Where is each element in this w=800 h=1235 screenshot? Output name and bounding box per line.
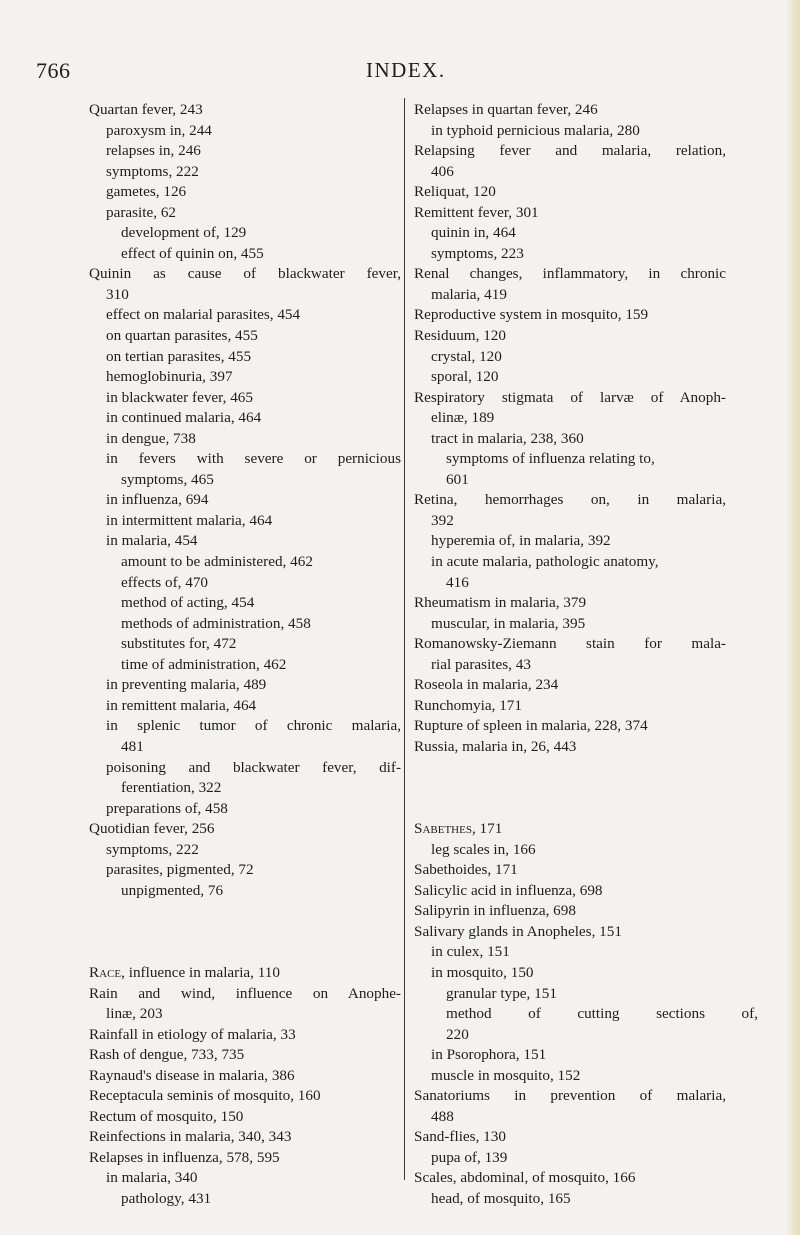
- index-subentry: in remittent malaria, 464: [106, 696, 257, 714]
- index-subentry: poisoning and blackwater fever, dif-: [106, 758, 401, 776]
- index-subentry: in acute malaria, pathologic anatomy,: [431, 553, 659, 571]
- index-subentry: in typhoid pernicious malaria, 280: [431, 121, 640, 139]
- index-column-left: [89, 100, 401, 1210]
- index-subentry: head, of mosquito, 165: [431, 1189, 571, 1207]
- index-subentry: symptoms, 222: [106, 840, 199, 858]
- index-subentry: in fevers with severe or pernicious: [106, 450, 401, 468]
- index-entry: [414, 819, 726, 840]
- index-subentry: in malaria, 340: [106, 1169, 198, 1187]
- page-number: 766: [36, 58, 71, 83]
- index-subentry: 416: [446, 573, 469, 591]
- index-subentry: symptoms of influenza relating to,: [446, 450, 655, 468]
- section-initial-word: Race: [89, 963, 122, 981]
- index-entry: Rupture of spleen in malaria, 228, 374: [414, 717, 648, 735]
- index-entry: Salivary glands in Anopheles, 151: [414, 922, 622, 940]
- index-subentry: symptoms, 223: [431, 244, 524, 262]
- index-entry: Respiratory stigmata of larvæ of Anoph-: [414, 388, 726, 406]
- index-subentry: pupa of, 139: [431, 1148, 508, 1166]
- index-entry: Sanatoriums in prevention of malaria,: [414, 1087, 726, 1105]
- index-subentry: muscular, in malaria, 395: [431, 614, 586, 632]
- index-subentry: linæ, 203: [106, 1005, 163, 1023]
- index-subentry: muscle in mosquito, 152: [431, 1066, 581, 1084]
- index-subentry: methods of administration, 458: [121, 614, 311, 632]
- index-entry: Quotidian fever, 256: [89, 820, 215, 838]
- index-subentry: in Psorophora, 151: [431, 1046, 547, 1064]
- index-entry: Russia, malaria in, 26, 443: [414, 737, 577, 755]
- running-head: INDEX.: [366, 58, 446, 82]
- index-subentry: in blackwater fever, 465: [106, 388, 253, 406]
- section-initial-word: Sabethes: [414, 820, 472, 838]
- index-subentry: 601: [446, 470, 469, 488]
- index-subentry: in continued malaria, 464: [106, 409, 262, 427]
- index-subentry: leg scales in, 166: [431, 840, 536, 858]
- index-entry: Receptacula seminis of mosquito, 160: [89, 1087, 321, 1105]
- index-subentry: parasites, pigmented, 72: [106, 861, 254, 879]
- index-subentry: unpigmented, 76: [121, 881, 224, 899]
- index-subentry: hemoglobinuria, 397: [106, 368, 233, 386]
- index-entry: Raynaud's disease in malaria, 386: [89, 1066, 295, 1084]
- index-subentry: method of cutting sections of,: [446, 1005, 758, 1023]
- index-subentry: in influenza, 694: [106, 491, 209, 509]
- index-subentry: sporal, 120: [431, 368, 499, 386]
- index-subentry: on quartan parasites, 455: [106, 327, 258, 345]
- entry-text: , 171: [471, 820, 503, 838]
- index-subentry: effect of quinin on, 455: [121, 244, 264, 262]
- index-entry: Runchomyia, 171: [414, 696, 522, 714]
- index-column-right: [414, 100, 758, 1210]
- index-subentry: 220: [446, 1025, 469, 1043]
- index-entry: Salipyrin in influenza, 698: [414, 902, 576, 920]
- index-subentry: in malaria, 454: [106, 532, 198, 550]
- index-entry: Quinin as cause of blackwater fever,: [89, 265, 401, 283]
- index-entry: Scales, abdominal, of mosquito, 166: [414, 1169, 636, 1187]
- index-entry: Reproductive system in mosquito, 159: [414, 306, 649, 324]
- index-subentry: elinæ, 189: [431, 409, 495, 427]
- index-subentry: hyperemia of, in malaria, 392: [431, 532, 611, 550]
- index-subentry: crystal, 120: [431, 347, 502, 365]
- index-subentry: preparations of, 458: [106, 799, 228, 817]
- index-entry: Quartan fever, 243: [89, 101, 203, 118]
- index-entry: Roseola in malaria, 234: [414, 676, 559, 694]
- entry-text: , influence in malaria, 110: [121, 963, 280, 981]
- index-subentry: in dengue, 738: [106, 429, 196, 447]
- index-subentry: relapses in, 246: [106, 142, 201, 160]
- index-entry: Reinfections in malaria, 340, 343: [89, 1128, 292, 1146]
- index-subentry: effect on malarial parasites, 454: [106, 306, 301, 324]
- index-subentry: symptoms, 465: [121, 470, 214, 488]
- section-gap: [414, 758, 726, 820]
- index-subentry: symptoms, 222: [106, 162, 199, 180]
- index-subentry: paroxysm in, 244: [106, 121, 212, 139]
- page-header: [0, 58, 800, 88]
- index-subentry: substitutes for, 472: [121, 635, 237, 653]
- index-subentry: time of administration, 462: [121, 655, 287, 673]
- index-subentry: on tertian parasites, 455: [106, 347, 252, 365]
- index-subentry: quinin in, 464: [431, 224, 516, 242]
- index-subentry: amount to be administered, 462: [121, 553, 313, 571]
- index-subentry: 310: [106, 285, 129, 303]
- index-subentry: 481: [121, 737, 144, 755]
- section-gap: [89, 901, 401, 963]
- index-entry: Residuum, 120: [414, 327, 506, 345]
- index-subentry: granular type, 151: [446, 984, 557, 1002]
- index-subentry: effects of, 470: [121, 573, 209, 591]
- index-entry: Relapses in quartan fever, 246: [414, 101, 598, 118]
- index-subentry: malaria, 419: [431, 285, 507, 303]
- index-subentry: pathology, 431: [121, 1189, 212, 1207]
- index-subentry: ferentiation, 322: [121, 779, 222, 797]
- index-entry: Rash of dengue, 733, 735: [89, 1046, 245, 1064]
- index-subentry: method of acting, 454: [121, 594, 255, 612]
- index-subentry: in intermittent malaria, 464: [106, 511, 273, 529]
- index-entry: Salicylic acid in influenza, 698: [414, 881, 603, 899]
- index-subentry: rial parasites, 43: [431, 655, 531, 673]
- index-subentry: 488: [431, 1107, 454, 1125]
- index-subentry: in culex, 151: [431, 943, 510, 961]
- index-subentry: 406: [431, 162, 454, 180]
- index-entry: Rheumatism in malaria, 379: [414, 594, 587, 612]
- index-entry: Romanowsky-Ziemann stain for mala-: [414, 635, 726, 653]
- index-entry: Sand-flies, 130: [414, 1128, 506, 1146]
- index-subentry: parasite, 62: [106, 203, 177, 221]
- index-entry: Rainfall in etiology of malaria, 33: [89, 1025, 296, 1043]
- index-entry: Rectum of mosquito, 150: [89, 1107, 244, 1125]
- index-subentry: in preventing malaria, 489: [106, 676, 267, 694]
- index-subentry: development of, 129: [121, 224, 247, 242]
- index-entry: Retina, hemorrhages on, in malaria,: [414, 491, 726, 509]
- index-entry: [89, 963, 401, 984]
- index-subentry: in splenic tumor of chronic malaria,: [106, 717, 401, 735]
- index-entry: Reliquat, 120: [414, 183, 496, 201]
- index-entry: Sabethoides, 171: [414, 861, 518, 879]
- index-entry: Relapsing fever and malaria, relation,: [414, 142, 726, 160]
- page-edge: [786, 0, 800, 1235]
- index-subentry: in mosquito, 150: [431, 963, 534, 981]
- index-entry: Relapses in influenza, 578, 595: [89, 1148, 280, 1166]
- column-divider: [404, 98, 405, 1180]
- index-subentry: gametes, 126: [106, 183, 187, 201]
- index-subentry: tract in malaria, 238, 360: [431, 429, 584, 447]
- index-subentry: 392: [431, 511, 454, 529]
- index-entry: Remittent fever, 301: [414, 203, 539, 221]
- index-entry: Renal changes, inflammatory, in chronic: [414, 265, 726, 283]
- index-entry: Rain and wind, influence on Anophe-: [89, 984, 401, 1002]
